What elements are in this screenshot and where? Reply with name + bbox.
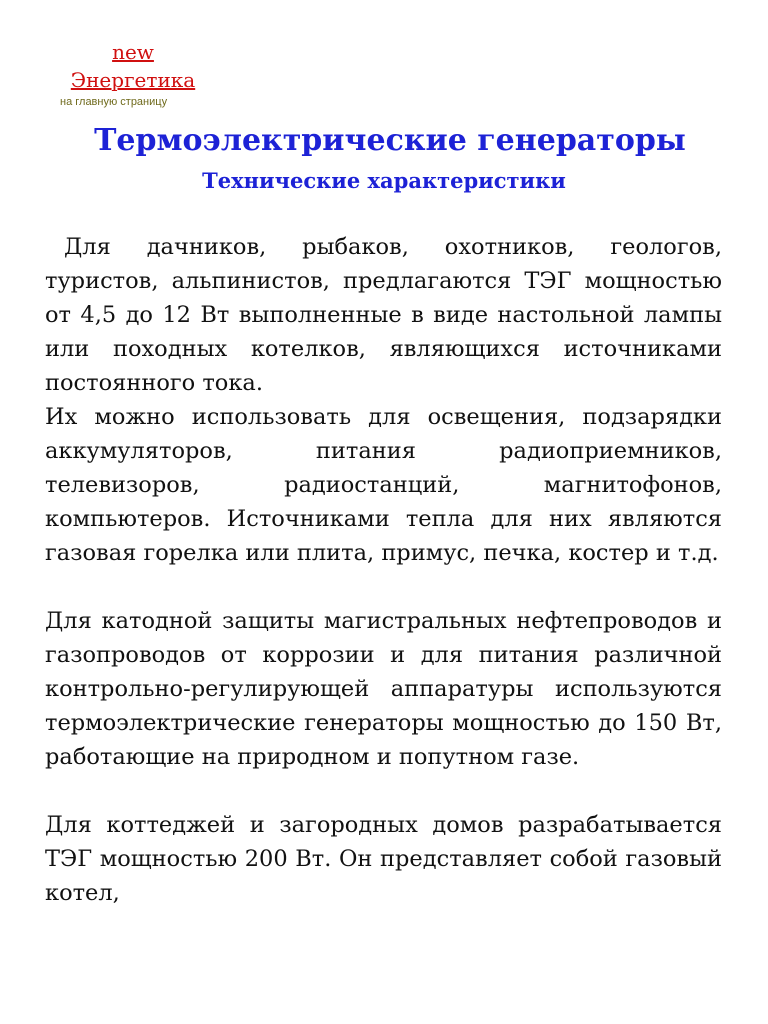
paragraph-2: Их можно использовать для освещения, подзарядки аккумуляторов, питания радиоприемников, телевизоров, радиостанций, магнитофонов, компьютеров. Источниками тепла для них являются газовая горелка или плита, примус, печка, костер и т.д. [45,404,722,566]
paragraph-3: Для катодной защиты магистральных нефтепроводов и газопроводов от коррозии и для питания различной контрольно-регулирующей аппаратуры используются термоэлектрические генераторы мощностью до 150 Вт, работающие на природном и попутном газе. [45,608,722,770]
home-page-link[interactable]: на главную страницу [60,96,168,108]
paragraph-1: Для дачников, рыбаков, охотников, геологов, туристов, альпинистов, предлагаются ТЭГ мощностью от 4,5 до 12 Вт выполненные в виде настольной лампы или походных котелков, являющихся источниками постоянного тока. [45,234,722,396]
page-subtitle: Технические характеристики [202,168,566,193]
article-body [45,230,722,910]
logo-energy-link[interactable]: Энергетика [70,68,196,92]
site-logo[interactable] [58,38,208,112]
page-title: Термоэлектрические генераторы [94,123,686,158]
logo-new-link[interactable]: new [112,40,154,64]
paragraph-4: Для коттеджей и загородных домов разрабатывается ТЭГ мощностью 200 Вт. Он представляет собой газовый котел, [45,812,722,906]
